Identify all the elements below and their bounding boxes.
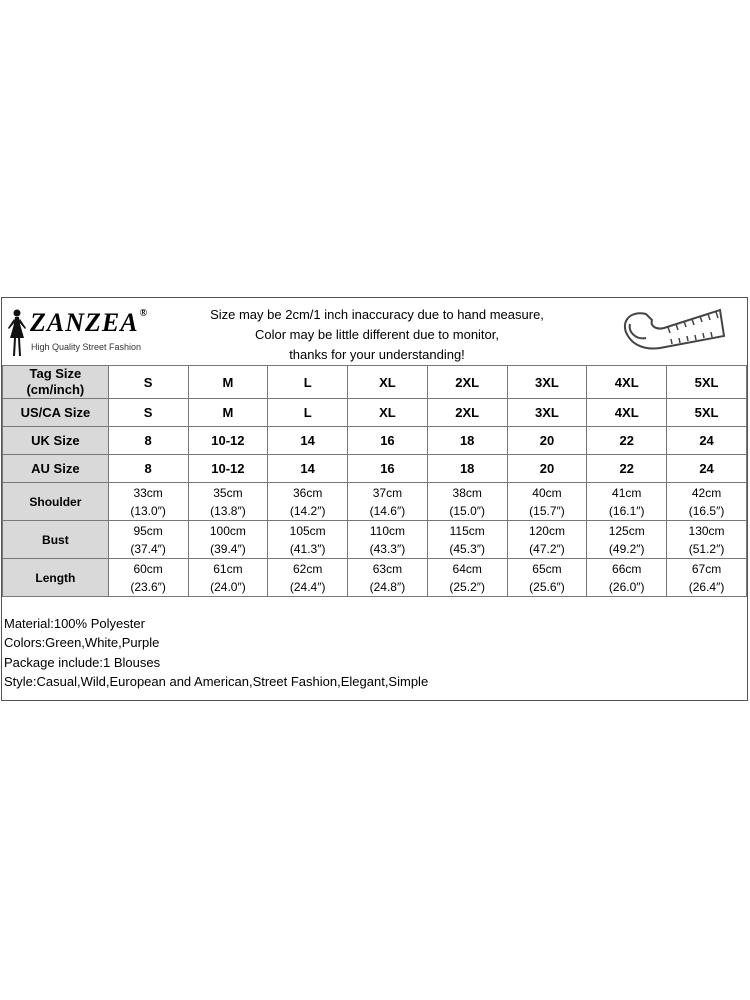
size-cell bbox=[268, 427, 348, 455]
brand-name: ZANZEA® bbox=[30, 308, 149, 337]
cm-value: 65cm bbox=[532, 561, 562, 576]
size-value: 2XL bbox=[455, 405, 480, 420]
inch-value: (24.4″) bbox=[289, 579, 326, 594]
size-value: L bbox=[303, 374, 312, 390]
size-cell bbox=[108, 559, 188, 597]
size-cell bbox=[188, 427, 268, 455]
size-value: 22 bbox=[619, 461, 634, 476]
size-cell bbox=[587, 399, 667, 427]
row-label: UK Size bbox=[3, 427, 109, 455]
cm-value: 95cm bbox=[133, 523, 163, 538]
row-label: Shoulder bbox=[3, 483, 109, 521]
inch-value: (24.0″) bbox=[210, 579, 246, 594]
notice-line: Color may be little different due to monitor, bbox=[255, 327, 499, 342]
cm-value: 64cm bbox=[452, 561, 482, 576]
row-label bbox=[3, 366, 109, 399]
brand-logo bbox=[6, 304, 156, 360]
inch-value: (25.6″) bbox=[529, 579, 565, 594]
size-value: 10-12 bbox=[211, 461, 245, 476]
size-cell bbox=[108, 427, 188, 455]
size-value: 2XL bbox=[455, 374, 480, 390]
size-cell bbox=[667, 455, 747, 483]
row-label: Length bbox=[3, 559, 109, 597]
inch-value: (26.0″) bbox=[608, 579, 645, 594]
size-chart bbox=[1, 297, 748, 701]
size-value: 5XL bbox=[694, 374, 719, 390]
registered-mark: ® bbox=[139, 308, 149, 319]
size-cell bbox=[427, 399, 507, 427]
size-value: 3XL bbox=[535, 374, 559, 390]
cm-value: 37cm bbox=[372, 485, 403, 500]
measurement-notice bbox=[172, 305, 582, 365]
size-table bbox=[2, 365, 747, 597]
cm-value: 63cm bbox=[372, 561, 403, 576]
size-value: 20 bbox=[539, 433, 555, 448]
size-cell bbox=[507, 521, 587, 559]
inch-value: (16.5″) bbox=[688, 503, 725, 518]
size-cell bbox=[427, 483, 507, 521]
table-row bbox=[3, 366, 747, 399]
inch-value: (51.2″) bbox=[688, 541, 725, 556]
size-cell bbox=[348, 483, 428, 521]
cm-value: 42cm bbox=[691, 485, 722, 500]
inch-value: (49.2″) bbox=[608, 541, 645, 556]
size-value: L bbox=[303, 405, 312, 420]
size-value: 24 bbox=[699, 433, 714, 448]
size-value: 22 bbox=[619, 433, 634, 448]
cm-value: 61cm bbox=[213, 561, 243, 576]
cm-value: 125cm bbox=[608, 523, 645, 538]
size-cell bbox=[667, 483, 747, 521]
size-cell bbox=[188, 483, 268, 521]
measuring-tape-icon bbox=[616, 302, 728, 362]
size-value: XL bbox=[379, 374, 396, 390]
tag-size-label: Tag Size bbox=[29, 366, 82, 381]
size-value: 5XL bbox=[694, 405, 719, 420]
size-cell bbox=[268, 483, 348, 521]
size-cell bbox=[108, 399, 188, 427]
size-cell bbox=[427, 559, 507, 597]
package-text: Package include:1 Blouses bbox=[4, 654, 161, 670]
size-value: S bbox=[143, 374, 153, 390]
size-value: XL bbox=[379, 405, 396, 420]
size-cell bbox=[507, 427, 587, 455]
size-cell bbox=[667, 427, 747, 455]
inch-value: (13.8″) bbox=[210, 503, 246, 518]
size-cell bbox=[348, 521, 428, 559]
cm-value: 36cm bbox=[292, 485, 323, 500]
cm-value: 105cm bbox=[289, 523, 326, 538]
cm-value: 62cm bbox=[292, 561, 323, 576]
cm-value: 67cm bbox=[691, 561, 722, 576]
cm-value: 100cm bbox=[209, 523, 246, 538]
inch-value: (43.3″) bbox=[369, 541, 406, 556]
size-cell bbox=[667, 366, 747, 399]
inch-value: (16.1″) bbox=[608, 503, 645, 518]
size-cell bbox=[348, 399, 428, 427]
cm-value: 33cm bbox=[133, 485, 163, 500]
size-value: M bbox=[222, 405, 234, 420]
inch-value: (39.4″) bbox=[210, 541, 246, 556]
cm-value: 35cm bbox=[213, 485, 243, 500]
size-cell bbox=[667, 559, 747, 597]
size-value: 18 bbox=[459, 461, 475, 476]
inch-value: (26.4″) bbox=[688, 579, 725, 594]
size-cell bbox=[268, 521, 348, 559]
size-cell bbox=[348, 366, 428, 399]
size-value: 4XL bbox=[614, 405, 639, 420]
cm-value: 130cm bbox=[688, 523, 725, 538]
table-row bbox=[3, 559, 747, 597]
size-cell bbox=[188, 559, 268, 597]
row-label: AU Size bbox=[3, 455, 109, 483]
inch-value: (15.0″) bbox=[449, 503, 485, 518]
size-value: 24 bbox=[699, 461, 714, 476]
cm-value: 66cm bbox=[612, 561, 642, 576]
woman-silhouette-icon bbox=[6, 308, 28, 360]
inch-value: (14.6″) bbox=[369, 503, 406, 518]
inch-value: (25.2″) bbox=[449, 579, 485, 594]
size-value: M bbox=[222, 374, 234, 390]
size-cell bbox=[188, 455, 268, 483]
size-cell bbox=[108, 521, 188, 559]
size-value: 20 bbox=[539, 461, 555, 476]
table-row bbox=[3, 455, 747, 483]
size-cell bbox=[427, 455, 507, 483]
inch-value: (37.4″) bbox=[130, 541, 166, 556]
size-cell bbox=[587, 483, 667, 521]
product-details bbox=[4, 614, 428, 691]
size-value: 3XL bbox=[535, 405, 559, 420]
size-cell bbox=[587, 366, 667, 399]
size-cell bbox=[587, 559, 667, 597]
size-value: 18 bbox=[459, 433, 475, 448]
size-cell bbox=[268, 399, 348, 427]
row-label: US/CA Size bbox=[3, 399, 109, 427]
inch-value: (24.8″) bbox=[369, 579, 406, 594]
cm-value: 110cm bbox=[369, 523, 405, 538]
inch-value: (45.3″) bbox=[449, 541, 485, 556]
table-row bbox=[3, 521, 747, 559]
size-cell bbox=[507, 399, 587, 427]
inch-value: (47.2″) bbox=[529, 541, 565, 556]
notice-line: Size may be 2cm/1 inch inaccuracy due to hand measure, bbox=[210, 307, 544, 322]
cm-value: 60cm bbox=[133, 561, 163, 576]
size-value: S bbox=[143, 405, 153, 420]
size-cell bbox=[108, 455, 188, 483]
inch-value: (14.2″) bbox=[289, 503, 326, 518]
size-value: 14 bbox=[300, 433, 315, 448]
size-value: 16 bbox=[380, 433, 395, 448]
brand-tagline: High Quality Street Fashion bbox=[31, 342, 142, 352]
cm-value: 41cm bbox=[612, 485, 642, 500]
size-cell bbox=[268, 559, 348, 597]
size-cell bbox=[188, 521, 268, 559]
size-cell bbox=[348, 455, 428, 483]
row-label: Bust bbox=[3, 521, 109, 559]
size-value: 16 bbox=[380, 461, 395, 476]
size-cell bbox=[108, 483, 188, 521]
size-cell bbox=[587, 455, 667, 483]
size-cell bbox=[667, 399, 747, 427]
material-text: Material:100% Polyester bbox=[4, 616, 145, 631]
inch-value: (15.7″) bbox=[529, 503, 565, 518]
chart-header bbox=[2, 298, 747, 365]
table-row bbox=[3, 399, 747, 427]
cm-value: 120cm bbox=[528, 523, 565, 538]
inch-value: (41.3″) bbox=[289, 541, 326, 556]
inch-value: (13.0″) bbox=[130, 503, 166, 518]
size-cell bbox=[188, 366, 268, 399]
size-cell bbox=[188, 399, 268, 427]
tag-size-unit: (cm/inch) bbox=[26, 382, 85, 397]
style-text: Style:Casual,Wild,European and American,Street Fashion,Elegant,Simple bbox=[4, 673, 429, 689]
size-cell bbox=[507, 483, 587, 521]
size-cell bbox=[507, 559, 587, 597]
size-cell bbox=[587, 427, 667, 455]
size-cell bbox=[507, 366, 587, 399]
size-cell bbox=[427, 521, 507, 559]
cm-value: 38cm bbox=[452, 485, 482, 500]
table-row bbox=[3, 427, 747, 455]
size-value: 8 bbox=[144, 461, 152, 476]
size-value: 14 bbox=[300, 461, 315, 476]
notice-line: thanks for your understanding! bbox=[289, 347, 465, 362]
cm-value: 40cm bbox=[532, 485, 562, 500]
size-value: 10-12 bbox=[211, 433, 245, 448]
size-cell bbox=[427, 427, 507, 455]
size-cell bbox=[587, 521, 667, 559]
size-cell bbox=[667, 521, 747, 559]
size-value: 8 bbox=[144, 433, 152, 448]
size-cell bbox=[108, 366, 188, 399]
size-value: 4XL bbox=[614, 374, 639, 390]
size-cell bbox=[268, 455, 348, 483]
size-cell bbox=[507, 455, 587, 483]
cm-value: 115cm bbox=[449, 523, 485, 538]
inch-value: (23.6″) bbox=[130, 579, 166, 594]
size-cell bbox=[427, 366, 507, 399]
size-cell bbox=[268, 366, 348, 399]
table-row bbox=[3, 483, 747, 521]
colors-text: Colors:Green,White,Purple bbox=[4, 635, 160, 651]
size-cell bbox=[348, 559, 428, 597]
size-cell bbox=[348, 427, 428, 455]
